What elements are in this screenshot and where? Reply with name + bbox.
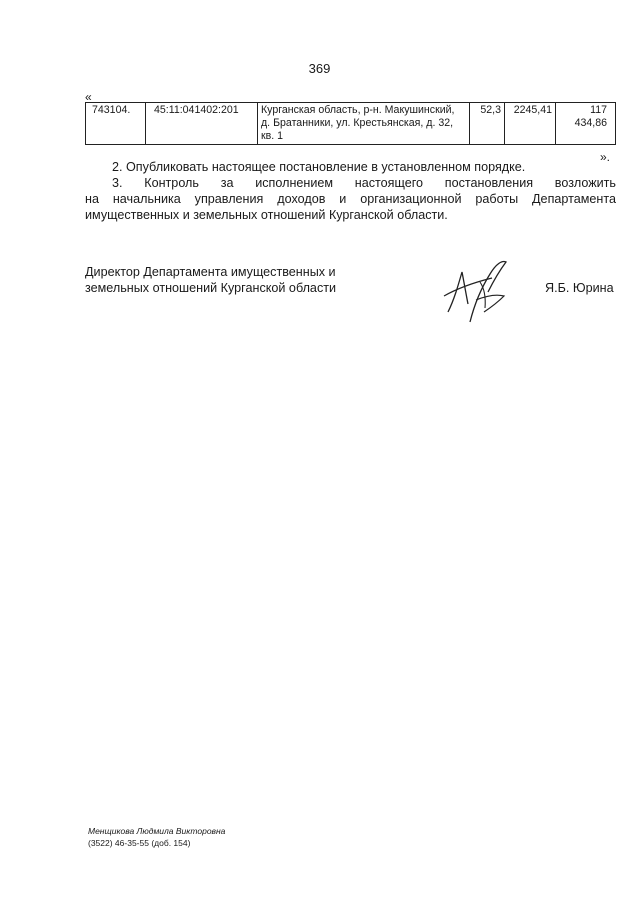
paragraph-item-3-line-1: 3. Контроль за исполнением настоящего постановления возложить [112,176,616,190]
opening-quote: « [85,90,92,104]
area-cell: 52,3 [470,103,505,145]
executor-phone: (3522) 46-35-55 (доб. 154) [88,838,191,848]
signer-title-line-2: земельных отношений Курганской области [85,281,337,295]
closing-quote: ». [600,150,611,164]
rate-cell: 2245,41 [505,103,556,145]
signer-name: Я.Б. Юрина [545,281,614,295]
paragraph-item-3-line-2: на начальника управления доходов и организационной работы Департамента [85,192,616,206]
paragraph-item-3-line-3: имущественных и земельных отношений Курганской области. [85,208,448,222]
executor-name: Менщикова Людмила Викторовна [88,826,226,836]
table-row [86,103,616,145]
page-number: 369 [308,61,331,76]
handwritten-signature [440,252,520,327]
signer-title-line-1: Директор Департамента имущественных и [85,265,336,279]
row-number-cell: 743104. [86,103,146,145]
value-cell: 117 434,86 [556,103,616,145]
address-cell: Курганская область, р-н. Макушинский, д. Братанники, ул. Крестьянская, д. 32, кв. 1 [258,103,470,145]
paragraph-item-2: 2. Опубликовать настоящее постановление в установленном порядке. [112,160,526,174]
cadastral-number-cell: 45:11:041402:201 [146,103,258,145]
registry-table [85,102,616,145]
